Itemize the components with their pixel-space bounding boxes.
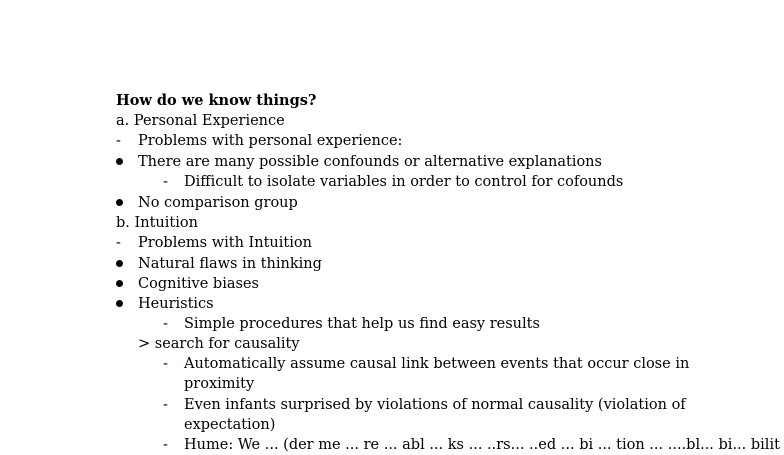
list-item: Simple procedures that help us find easy results [184,316,540,332]
list-item-continuation: proximity [184,376,255,392]
bullet-icon [116,199,123,206]
bullet-icon [116,280,123,287]
dash-marker: - [163,437,168,453]
list-item: Problems with personal experience: [138,133,403,149]
section-a-title: a. Personal Experience [116,113,285,129]
list-item: Problems with Intuition [138,235,312,251]
section-b-title: b. Intuition [116,215,198,231]
list-item: There are many possible confounds or alternative explanations [138,154,602,170]
dash-marker: - [163,356,168,372]
list-item: Even infants surprised by violations of normal causality (violation of [184,397,686,413]
page-heading: How do we know things? [116,92,317,109]
list-item: Heuristics [138,296,214,312]
list-item-continuation: expectation) [184,417,276,433]
bullet-icon [116,300,123,307]
bullet-icon [116,158,123,165]
list-item: No comparison group [138,195,298,211]
dash-marker: - [116,235,121,251]
bullet-icon [116,260,123,267]
list-item: > search for causality [138,336,300,352]
dash-marker: - [163,316,168,332]
list-item: Automatically assume causal link between events that occur close in [184,356,690,372]
list-item: Cognitive biases [138,276,259,292]
list-item: Difficult to isolate variables in order to control for cofounds [184,174,624,190]
dash-marker: - [163,397,168,413]
dash-marker: - [116,133,121,149]
dash-marker: - [163,174,168,190]
list-item-cut-off: Hume: We ... (der me ... re ... abl ... ks ... ..rs... ..ed ... bi ... tion ... ....bl... bi... bilit [184,437,780,453]
list-item: Natural flaws in thinking [138,256,322,272]
